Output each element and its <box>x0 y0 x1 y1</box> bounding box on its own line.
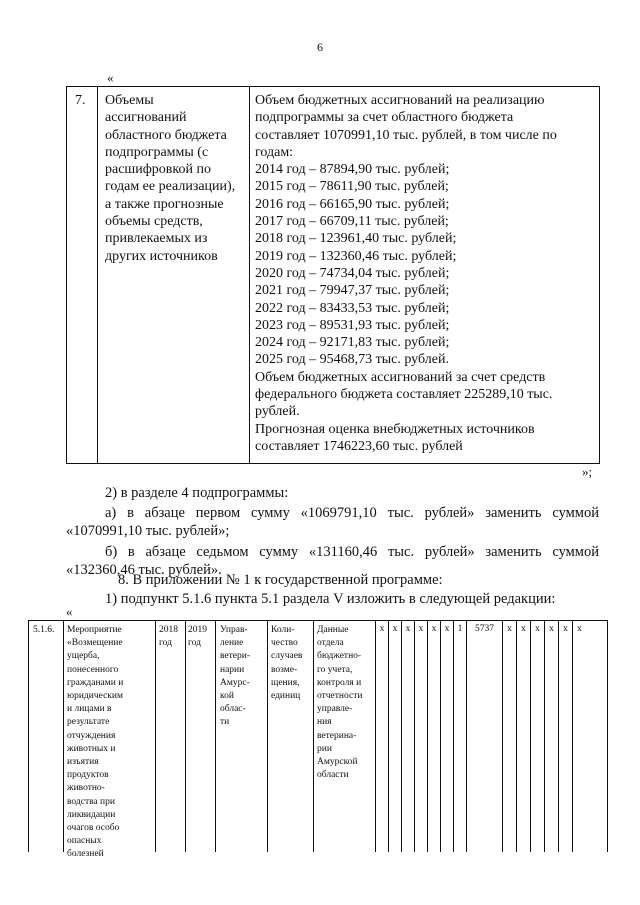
content-line: составляет 1070991,10 тыс. рублей, в том числе по <box>255 127 557 143</box>
measures-table <box>28 620 608 860</box>
label-line: годам ее реализации), <box>105 179 236 195</box>
source-line: Данные <box>317 625 349 635</box>
value-cell: x <box>405 624 411 634</box>
opening-quote: « <box>107 70 114 85</box>
table-divider <box>63 621 64 852</box>
paragraph-b-line2: «132360,46 тыс. рублей». <box>66 562 222 578</box>
indicator-line: чество <box>271 638 298 649</box>
value-cell: x <box>563 624 568 634</box>
indicator-line: возме- <box>271 664 298 675</box>
content-line: 2024 год – 92171,83 тыс. рублей; <box>255 335 450 351</box>
table-divider <box>185 621 186 852</box>
label-line: объемы средств, <box>105 214 203 230</box>
source-line: отчетности <box>317 691 363 702</box>
source-line: го учета, <box>317 664 353 675</box>
source-line: рии <box>317 743 332 754</box>
executor-line: Амурс- <box>220 677 250 688</box>
content-line: 2023 год – 89531,93 тыс. рублей; <box>255 317 450 333</box>
content-line: годам: <box>255 144 294 160</box>
measure-line: изъятия <box>67 757 99 768</box>
content-line: рублей. <box>255 404 300 420</box>
source-line: отдела <box>317 638 344 649</box>
value-cell: x <box>507 624 512 634</box>
value-cell: x <box>535 624 540 634</box>
start-year <box>159 624 178 650</box>
value-cell: x <box>521 624 526 634</box>
measure-line: Мероприятие <box>67 625 122 635</box>
value-cell: x <box>431 624 437 634</box>
paragraph-a-line2: «1070991,10 тыс. рублей»; <box>66 523 230 539</box>
table-divider <box>544 621 545 852</box>
row-label <box>105 92 253 265</box>
measure-line: очагов особо <box>67 823 120 834</box>
start-year-line: 2018 <box>159 625 178 635</box>
source-line: управле- <box>317 704 353 715</box>
opening-quote-2: « <box>66 604 73 619</box>
paragraph-appendix: 8. В приложении № 1 к государственной программе: <box>118 572 443 588</box>
measure-number: 5.1.6. <box>33 625 55 635</box>
table-divider <box>558 621 559 852</box>
executor-line: ветери- <box>220 651 251 662</box>
measure-line: ликвидации <box>67 809 116 820</box>
end-year-line: 2019 <box>188 625 207 635</box>
source-line: контроля и <box>317 677 362 688</box>
table-divider <box>572 621 573 852</box>
page-number: 6 <box>317 40 323 54</box>
measure-line: «Возмещение <box>67 638 123 649</box>
executor-line: ти <box>220 717 230 728</box>
source-line: ветерина- <box>317 730 357 741</box>
content-line: 2019 год – 132360,46 тыс. рублей; <box>255 248 457 264</box>
content-line: Объем бюджетных ассигнований за счет средств <box>255 369 546 385</box>
measure-line: водства при <box>67 796 115 807</box>
value-cell: x <box>444 624 450 634</box>
source-line: бюджетно- <box>317 651 362 662</box>
indicator-line: Коли- <box>271 625 295 635</box>
value-cell: 5737 <box>475 624 494 634</box>
source-line: Амурской <box>317 757 358 768</box>
content-line: 2014 год – 87894,90 тыс. рублей; <box>255 162 450 178</box>
paragraph-b-line1: б) в абзаце седьмом сумму «131160,46 тыс. рублей» заменить суммой <box>105 544 599 560</box>
table-divider <box>502 621 503 852</box>
measure-line: и лицами в <box>67 704 112 715</box>
value-cell: x <box>379 624 385 634</box>
content-line: 2017 год – 66709,11 тыс. рублей; <box>255 214 449 230</box>
table-divider <box>440 621 441 852</box>
data-source <box>317 624 362 782</box>
table-divider <box>267 621 268 852</box>
closing-quote: »; <box>582 464 593 479</box>
paragraph-a-line1: а) в абзаце первом сумму «1069791,10 тыс. рублей» заменить суммой <box>105 505 599 521</box>
start-year-line: год <box>159 638 172 649</box>
measure-line: результате <box>67 717 110 728</box>
content-line: федерального бюджета составляет 225289,10 тыс. <box>255 387 553 403</box>
label-line: областного бюджета <box>105 127 227 143</box>
content-line: 2021 год – 79947,37 тыс. рублей; <box>255 283 450 299</box>
end-year <box>188 624 207 650</box>
measure-line: животно- <box>67 783 105 794</box>
measure-line: понесенного <box>67 664 119 675</box>
content-line: 2015 год – 78611,90 тыс. рублей; <box>255 179 449 195</box>
measure-line: отчуждения <box>67 730 116 741</box>
executor <box>220 624 250 730</box>
measure-line: опасных <box>67 836 102 847</box>
table-divider <box>375 621 376 852</box>
row-content <box>255 92 593 455</box>
table-divider <box>97 87 98 463</box>
row-number: 7. <box>75 93 86 108</box>
label-line: привлекаемых из <box>105 231 208 247</box>
label-line: Объемы <box>105 93 154 108</box>
content-line: 2018 год – 123961,40 тыс. рублей; <box>255 231 457 247</box>
source-line: области <box>317 770 349 781</box>
measure-line: болезней <box>67 849 104 860</box>
table-divider <box>401 621 402 852</box>
content-line: составляет 1746223,60 тыс. рублей <box>255 438 463 454</box>
value-cell: x <box>549 624 554 634</box>
table-divider <box>313 621 314 852</box>
measure-line: ущерба, <box>67 651 100 662</box>
paragraph-section4: 2) в разделе 4 подпрограммы: <box>105 485 289 501</box>
indicator-line: единиц <box>271 691 301 702</box>
content-line: 2020 год – 74734,04 тыс. рублей; <box>255 265 450 281</box>
content-line: Объем бюджетных ассигнований на реализацию <box>255 93 545 108</box>
table-divider <box>215 621 216 852</box>
content-line: 2016 год – 66165,90 тыс. рублей; <box>255 196 450 212</box>
table-divider <box>530 621 531 852</box>
label-line: ассигнований <box>105 110 187 126</box>
label-line: расшифровкой по <box>105 162 211 178</box>
table-divider <box>414 621 415 852</box>
end-year-line: год <box>188 638 201 649</box>
table-divider <box>453 621 454 852</box>
budget-table <box>66 86 600 464</box>
executor-line: ление <box>220 638 244 649</box>
measure-line: животных и <box>67 743 116 754</box>
indicator <box>271 624 302 703</box>
table-divider <box>427 621 428 852</box>
content-line: 2022 год – 83433,53 тыс. рублей; <box>255 300 450 316</box>
value-cell: x <box>577 624 582 634</box>
label-line: а также прогнозные <box>105 196 224 212</box>
executor-line: облас- <box>220 704 246 715</box>
table-divider <box>388 621 389 852</box>
value-cell: x <box>392 624 398 634</box>
executor-line: нарии <box>220 664 245 675</box>
measure-name <box>67 624 123 862</box>
table-divider <box>516 621 517 852</box>
value-cell: 1 <box>457 624 463 634</box>
label-line: подпрограммы (с <box>105 144 209 160</box>
content-line: Прогнозная оценка внебюджетных источников <box>255 421 535 437</box>
executor-line: кой <box>220 691 234 702</box>
source-line: ния <box>317 717 332 728</box>
measure-line: продуктов <box>67 770 109 781</box>
indicator-line: случаев <box>271 651 303 662</box>
measure-line: гражданами и <box>67 677 124 688</box>
paragraph-subpoint: 1) подпункт 5.1.6 пункта 5.1 раздела V изложить в следующей редакции: <box>105 591 556 607</box>
indicator-line: щения, <box>271 677 300 688</box>
value-cell: x <box>418 624 424 634</box>
executor-line: Управ- <box>220 625 248 635</box>
measure-line: юридическим <box>67 691 124 702</box>
table-divider <box>466 621 467 852</box>
label-line: других источников <box>105 248 218 264</box>
content-line: подпрограммы за счет областного бюджета <box>255 110 514 126</box>
content-line: 2025 год – 95468,73 тыс. рублей. <box>255 352 449 368</box>
table-divider <box>155 621 156 852</box>
